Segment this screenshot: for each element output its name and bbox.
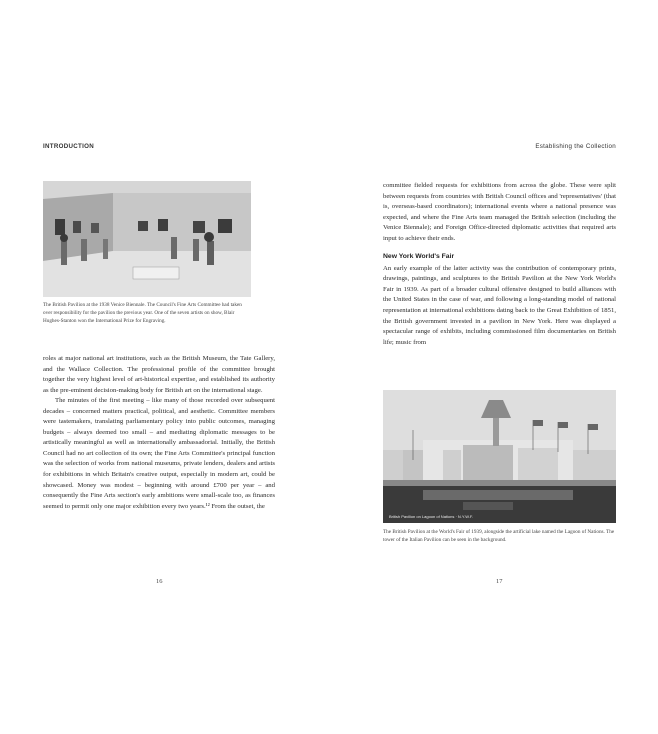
body-text-left	[43, 354, 275, 512]
running-head-right: Establishing the Collection	[535, 143, 616, 150]
british-pavilion-venice-photo	[43, 181, 251, 297]
body-text-right	[383, 181, 616, 348]
running-head-left: INTRODUCTION	[43, 143, 95, 150]
figure-caption-left: The British Pavilion at the 1938 Venice Biennale. The Council's Fine Arts Committee had taken over responsibility for the pavilion the previous year. One of the seven artists on show, Blair Hughes-Stanton won the International Prize for Engraving.	[43, 302, 242, 325]
paragraph: The minutes of the first meeting – like many of those recorded over subsequent decades – concerned matters practical, political, and aesthetic. Committee members were tastemakers, translating parliamentary policy into public outcomes, managing budgets – always deemed too small – and mediating diplomatic messages to be artistically meaningful as well as internationally ambassadorial. Initially, the British Council had no art collection of its own; the Fine Arts Committee's principal function was the selection of works from national museums, private lenders, dealers and artists for exhibitions in which Britain's creative output, especially in modern art, could be showcased. Money was modest – beginning with around £700 per year – and consequently the Fine Arts section's early ambitions were small-scale too, as finances seemed to permit only one major exhibition every two years.¹² From the outset, the	[43, 397, 275, 510]
figure-caption-right: The British Pavilion at the World's Fair of 1939, alongside the artificial lake named the Lagoon of Nations. The tower of the Italian Pavilion can be seen in the background.	[383, 529, 615, 544]
paragraph: An early example of the latter activity was the contribution of contemporary prints, drawings, paintings, and sculptures to the British Pavilion at the New York World's Fair in 1939. As part of a broader cultural offensive designed to build alliances with the United States in the case of war, and following a long-standing model of national representation at international exhibitions dating back to the Great Exhibition of 1851, the British government invested in a pavilion in New York. Here was displayed a spectacular range of exhibits, including commissioned film documentaries on British life; music from	[383, 264, 616, 346]
british-pavilion-world-fair-photo	[383, 390, 616, 523]
gallery-photo-graphic	[43, 181, 251, 297]
section-heading: New York World's Fair	[383, 253, 455, 261]
photo-overlay-caption: British Pavilion on Lagoon of Nations · N.Y.W.F.	[389, 514, 473, 519]
paragraph: committee fielded requests for exhibitions from across the globe. These were split between requests from countries with British Council offices and 'representatives' (that is, overseas-based coordinators); international events where a national presence was expected, and where the Fine Arts team managed the British selection (including the Venice Biennale); and Foreign Office-directed diplomatic activities that required arts input to achieve their ends.	[383, 182, 616, 242]
page-number-right: 17	[496, 578, 503, 585]
page-number-left: 16	[156, 578, 163, 585]
paragraph: roles at major national art institutions, such as the British Museum, the Tate Gallery, and the Wallace Collection. The professional profile of the committee brought together the very highest level of art-historical expertise, and established its authority as the pre-eminent decision-making body for British art on the international stage.	[43, 355, 275, 394]
world-fair-photo-graphic	[383, 390, 616, 523]
